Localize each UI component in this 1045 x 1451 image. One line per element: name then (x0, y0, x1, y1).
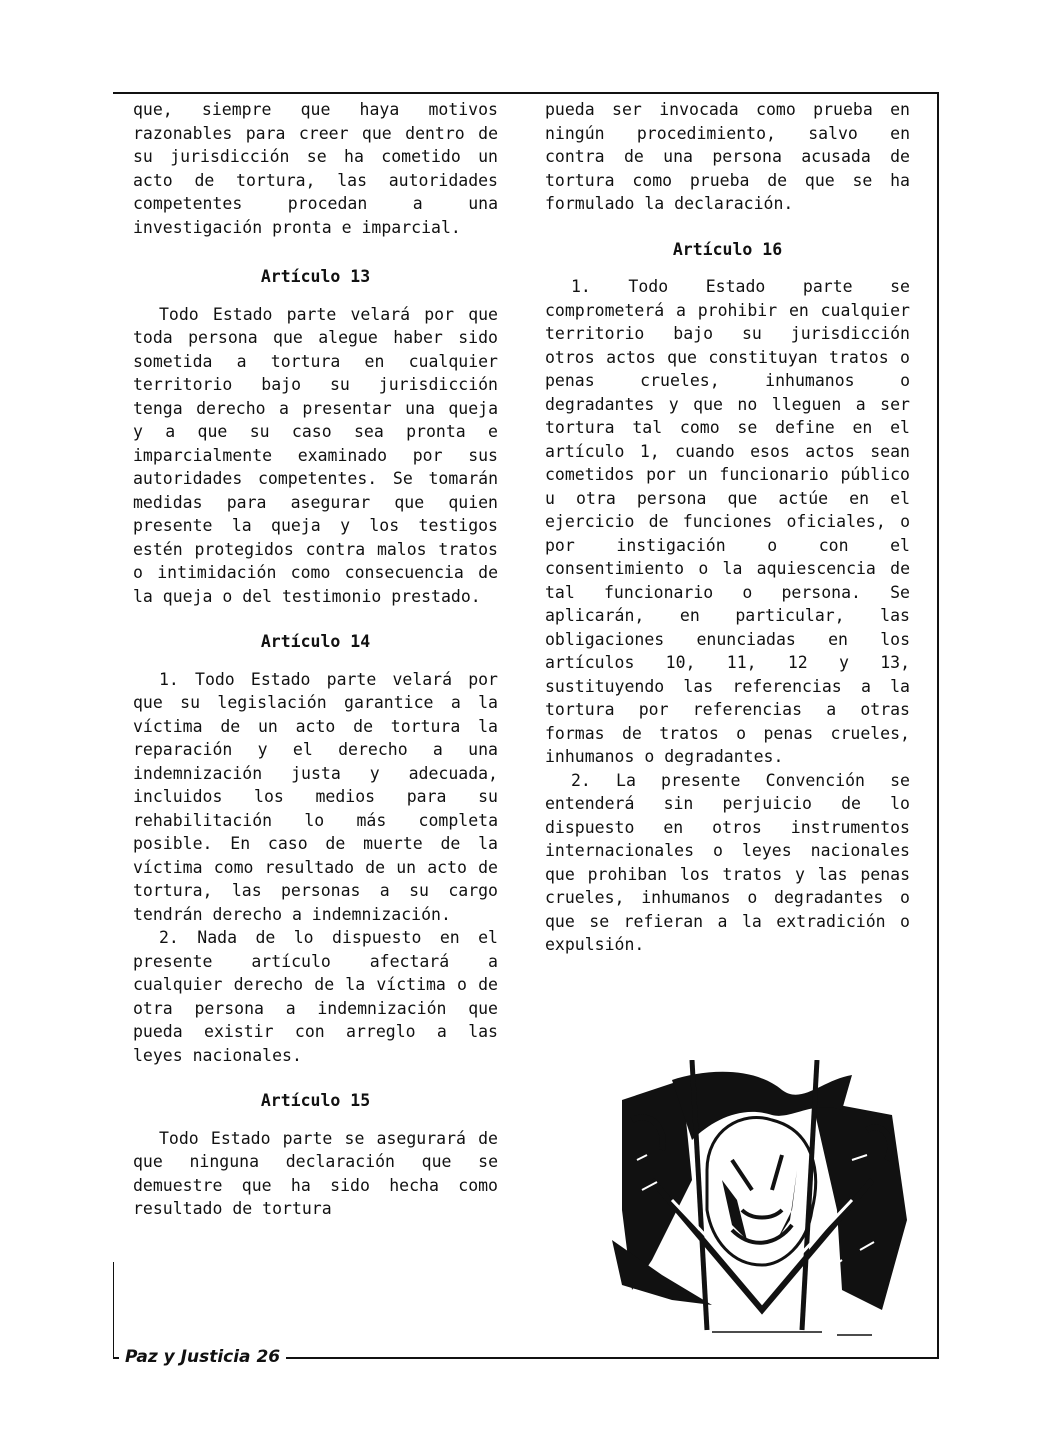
article-15-heading: Artículo 15 (260, 1091, 371, 1110)
woodcut-illustration (612, 1060, 912, 1345)
page-footer (113, 1343, 939, 1373)
article-13-heading: Artículo 13 (260, 267, 371, 286)
article-16-paragraph-1: 1. Todo Estado parte se comprometerá a prohibir en cualquier territorio bajo su jurisdicción otros actos que constituyan tratos o penas crueles, inhumanos o degradantes y que no lleguen a ser tortura tal como se define en el artículo 1, cuando esos actos sean cometidos por un funcionario público u otra persona que actúe en el ejercicio de funciones oficiales, o por instigación o con el consentimiento o la aquiescencia de tal funcionario o persona. Se aplicarán, en particular, las obligaciones enunciadas en los artículos 10, 11, 12 y 13, sustituyendo las referencias a la tortura por referencias a otras formas de tratos o penas crueles, inhumanos o degradantes. (545, 277, 910, 766)
left-intro-paragraph: que, siempre que haya motivos razonables para creer que dentro de su jurisdicción se ha cometido un acto de tortura, las autoridades competentes procedan a una investigación pronta e imparcial. (133, 100, 498, 237)
right-intro-paragraph: pueda ser invocada como prueba en ningún procedimiento, salvo en contra de una persona acusada de tortura como prueba de que se ha formulado la declaración. (545, 100, 910, 213)
article-14-paragraph-1: 1. Todo Estado parte velará por que su legislación garantice a la víctima de un acto de tortura la reparación y el derecho a una indemnización justa y adecuada, incluidos los medios para su rehabilitación lo más completa posible. En caso de muerte de la víctima como resultado de un acto de tortura, las personas a su cargo tendrán derecho a indemnización. (133, 669, 498, 924)
article-13-text: Todo Estado parte velará por que toda persona que alegue haber sido sometida a tortura en cualquier territorio bajo su jurisdicción tenga derecho a presentar una queja y a que su caso sea pronta e imparcialmente examinado por sus autoridades competentes. Se tomarán medidas para asegurar que quien presente la queja y los testigos estén protegidos contra malos tratos o intimidación como consecuencia de la queja o del testimonio prestado. (133, 304, 498, 606)
footer-publication-page: Paz y Justicia 26 (119, 1343, 286, 1371)
article-14-heading: Artículo 14 (260, 632, 371, 651)
right-column (545, 98, 910, 957)
article-14-paragraph-2: 2. Nada de lo dispuesto en el presente artículo afectará a cualquier derecho de la víctima o de otra persona a indemnización que pueda existir con arreglo a las leyes nacionales. (133, 928, 498, 1065)
illustration-dark-panel-right (812, 1100, 907, 1310)
article-16-heading: Artículo 16 (672, 239, 783, 259)
article-16-paragraph-2: 2. La presente Convención se entenderá sin perjuicio de lo dispuesto en otros instrumentos internacionales o leyes nacionales que prohiban los tratos y las penas crueles, inhumanos o degradantes o que se refieran a la extradición o expulsión. (545, 770, 910, 954)
article-15-text: Todo Estado parte se asegurará de que ninguna declaración que se demuestre que ha sido hecha como resultado de tortura (133, 1128, 498, 1218)
left-column (133, 98, 498, 1221)
illustration-base-line (712, 1332, 872, 1335)
